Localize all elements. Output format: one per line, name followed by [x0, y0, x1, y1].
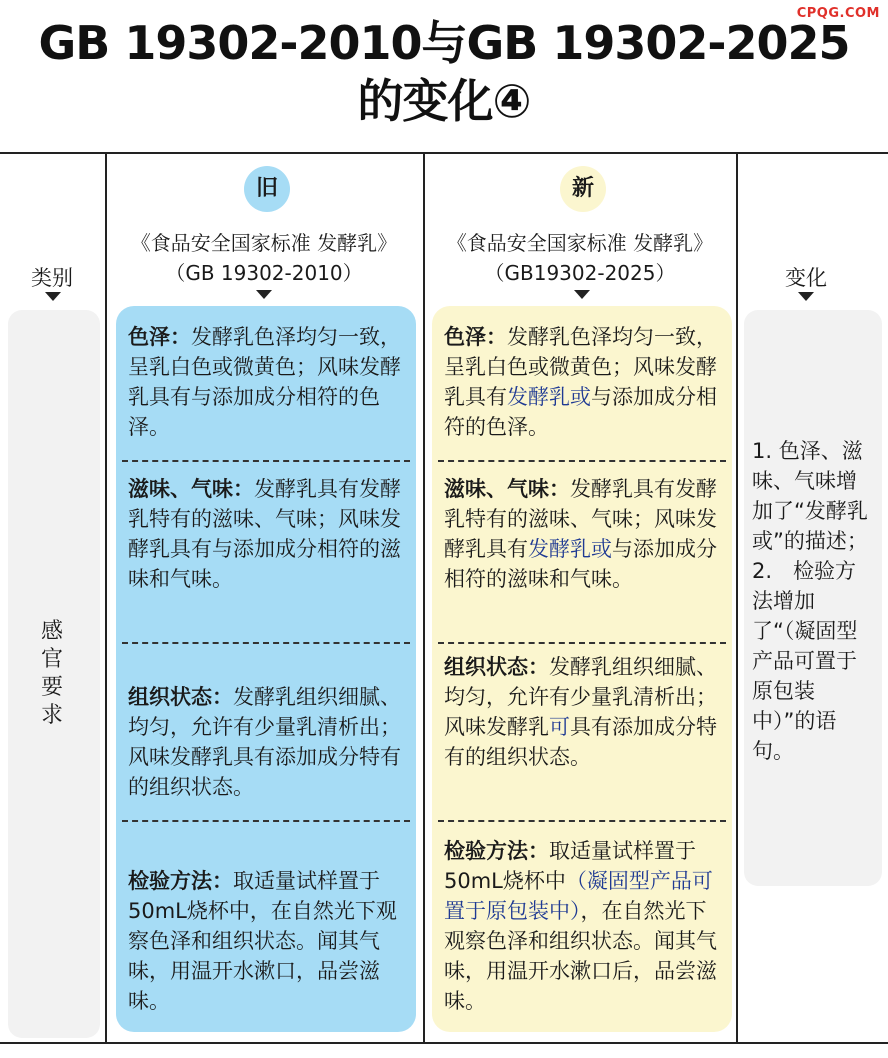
new-taste-label: 滋味、气味： — [444, 477, 570, 501]
new-method-section — [444, 836, 722, 1016]
down-arrow-icon — [574, 290, 590, 299]
change-item-1: 1. 色泽、滋味、气味增加了“发酵乳或”的描述； — [752, 439, 868, 553]
site-logo: CPQG.COM — [796, 6, 880, 21]
down-arrow-icon — [798, 292, 814, 301]
new-method-label: 检验方法： — [444, 839, 549, 863]
new-method-highlight: （凝固型产品可置于原包装中） — [444, 869, 713, 923]
old-color-section — [128, 322, 406, 442]
old-color-text: 发酵乳色泽均匀一致，呈乳白色或微黄色；风味发酵乳具有与添加成分相符的色泽。 — [128, 325, 401, 439]
down-arrow-icon — [256, 290, 272, 299]
new-standard-panel — [432, 306, 732, 1032]
category-value: 感官要求 — [40, 619, 63, 728]
new-color-text: 发酵乳色泽均匀一致，呈乳白色或微黄色；风味发酵乳具有 — [444, 325, 717, 409]
column-divider — [736, 152, 738, 1044]
old-taste-section — [128, 474, 406, 594]
new-texture-label: 组织状态： — [444, 655, 549, 679]
change-header: 变化 — [785, 266, 827, 290]
new-color-highlight: 发酵乳或 — [507, 385, 591, 409]
new-texture-highlight: 可 — [549, 715, 570, 739]
old-method-label: 检验方法： — [128, 869, 233, 893]
old-texture-section — [128, 682, 406, 802]
category-header: 类别 — [31, 266, 73, 290]
new-taste-highlight: 发酵乳或 — [528, 537, 612, 561]
new-color-label: 色泽： — [444, 325, 507, 349]
new-method-text-end: ，在自然光下观察色泽和组织状态。闻其气味，用温开水漱口后，品尝滋味。 — [444, 899, 717, 1013]
new-taste-text: 发酵乳具有发酵乳特有的滋味、气味；风味发酵乳具有 — [444, 477, 717, 561]
page-title: GB 19302-2010与GB 19302-2025 — [38, 16, 850, 70]
new-method-text: 取适量试样置于50mL烧杯中 — [444, 839, 696, 893]
old-color-label: 色泽： — [128, 325, 191, 349]
section-divider — [438, 642, 726, 644]
new-texture-text-end: 具有添加成分特有的组织状态。 — [444, 715, 717, 769]
old-standard-name: 《食品安全国家标准 发酵乳》 — [130, 231, 398, 255]
page-title-line2: 的变化④ — [357, 74, 531, 128]
old-standard-code: （GB 19302-2010） — [165, 261, 363, 285]
new-taste-text-end: 与添加成分相符的滋味和气味。 — [444, 537, 717, 591]
old-taste-text: 发酵乳具有发酵乳特有的滋味、气味；风味发酵乳具有与添加成分相符的滋味和气味。 — [128, 477, 401, 591]
old-method-text: 取适量试样置于50mL烧杯中，在自然光下观察色泽和组织状态。闻其气味，用温开水漱口，品尝滋味。 — [128, 869, 397, 1013]
new-texture-text: 发酵乳组织细腻、均匀，允许有少量乳清析出；风味发酵乳 — [444, 655, 717, 739]
old-standard-panel — [116, 306, 416, 1032]
old-badge: 旧 — [244, 166, 290, 212]
section-divider — [122, 820, 410, 822]
new-taste-section — [444, 474, 722, 594]
section-divider — [438, 460, 726, 462]
down-arrow-icon — [45, 292, 61, 301]
section-divider — [438, 820, 726, 822]
new-badge: 新 — [560, 166, 606, 212]
change-description — [752, 436, 876, 766]
old-method-section — [128, 866, 406, 1016]
change-item-2: 2. 检验方法增加了“（凝固型产品可置于原包装中）”的语句。 — [752, 559, 858, 763]
new-standard-name: 《食品安全国家标准 发酵乳》 — [446, 231, 714, 255]
new-standard-code: （GB19302-2025） — [484, 261, 676, 285]
new-color-text-end: 与添加成分相符的色泽。 — [444, 385, 717, 439]
old-texture-text: 发酵乳组织细腻、均匀，允许有少量乳清析出；风味发酵乳具有添加成分特有的组织状态。 — [128, 685, 401, 799]
new-color-section — [444, 322, 722, 442]
table-bottom-border — [0, 1042, 888, 1044]
table-top-border — [0, 152, 888, 154]
section-divider — [122, 642, 410, 644]
old-taste-label: 滋味、气味： — [128, 477, 254, 501]
old-texture-label: 组织状态： — [128, 685, 233, 709]
new-texture-section — [444, 652, 722, 772]
section-divider — [122, 460, 410, 462]
